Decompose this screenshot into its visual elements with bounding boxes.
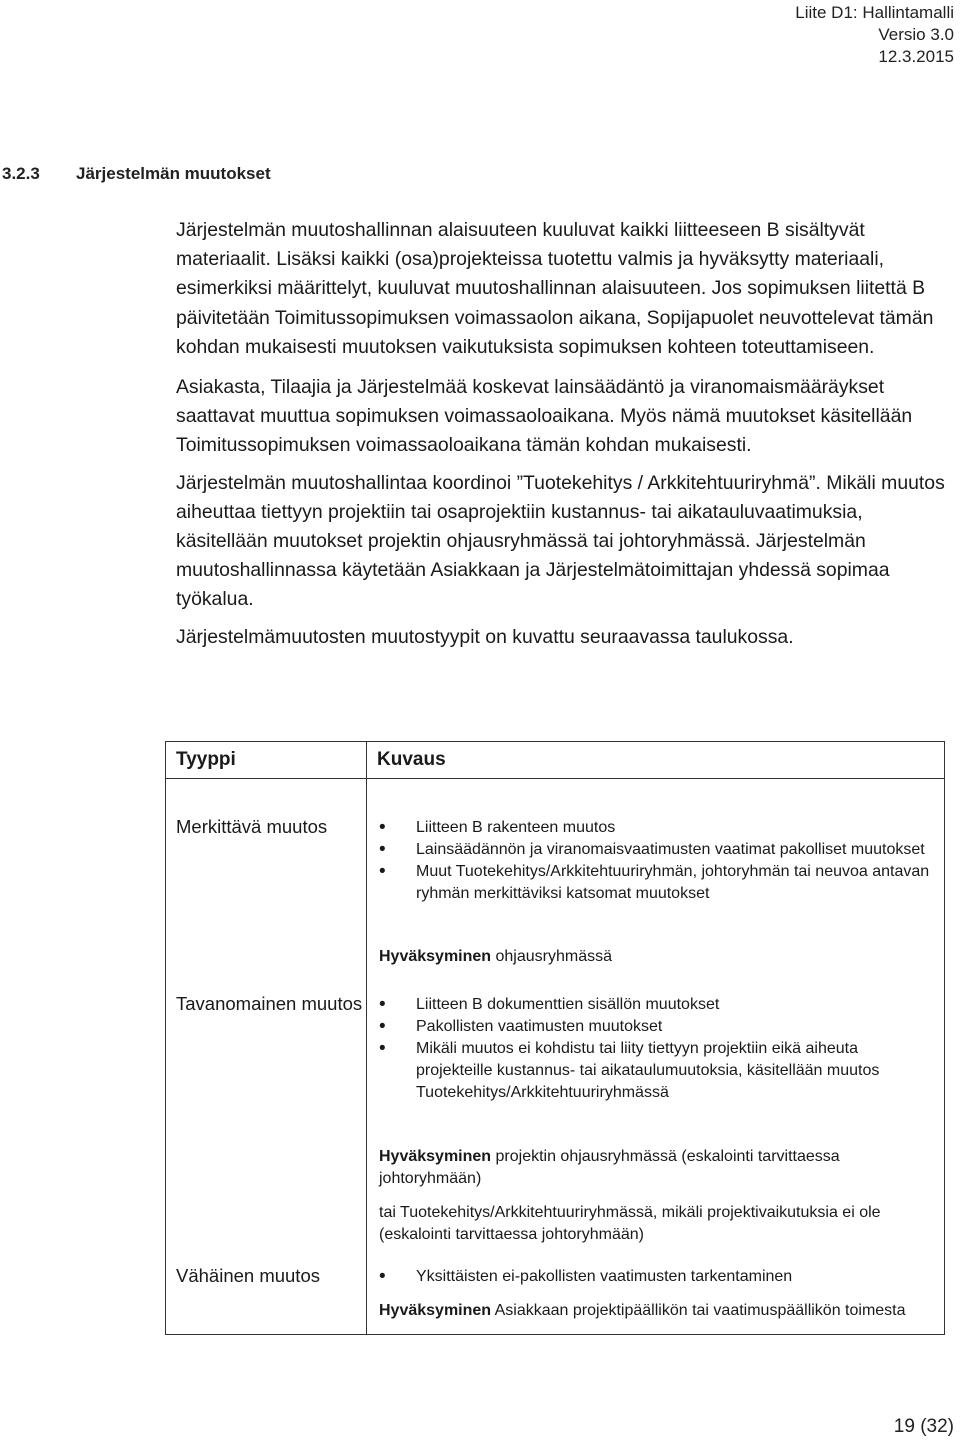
column-header-type: Tyyppi xyxy=(166,742,367,779)
list-item: • Liitteen B rakenteen muutos xyxy=(379,817,934,839)
table-row xyxy=(166,1246,945,1335)
approval-label: Hyväksyminen xyxy=(379,948,492,965)
header-version: Versio 3.0 xyxy=(878,25,954,44)
paragraph-scope: Järjestelmän muutoshallinnan alaisuuteen kuuluvat kaikki liitteeseen B sisältyvät materiaalit. Lisäksi kaikki (osa)projekteissa tuotettu valmis ja hyväksytty materiaali, esimerkiksi määrittelyt, kuuluvat muutoshallinnan alaisuuteen. Jos sopimuksen liitettä B päivitetään Toimitussopimuksen voimassaolon aikana, Sopijapuolet neuvottelevat tämän kohdan mukaisesti muutoksen vaikutuksista sopimuksen kohteen toteuttamiseen. xyxy=(176,219,934,358)
bullet-list xyxy=(379,817,934,905)
approval-label: Hyväksyminen xyxy=(379,1148,492,1165)
description-cell xyxy=(367,1246,945,1335)
description-cell xyxy=(367,968,945,1246)
list-item: • Lainsäädännön ja viranomaisvaatimusten vaatimat pakolliset muutokset xyxy=(379,839,934,861)
approval-text xyxy=(379,1300,934,1322)
description-cell xyxy=(367,779,945,969)
change-type-major: Merkittävä muutos xyxy=(166,779,367,969)
approval-body: Asiakkaan projektipäällikön tai vaatimuspäällikön toimesta xyxy=(491,1302,906,1319)
list-item: • Yksittäisten ei-pakollisten vaatimusten tarkentaminen xyxy=(379,1266,934,1288)
paragraph-coordination: Järjestelmän muutoshallintaa koordinoi ”Tuotekehitys / Arkkitehtuuriryhmä”. Mikäli muutos aiheuttaa tiettyyn projektiin tai osaprojektiin kustannus- tai aikatauluvaatimuksia, käsitellään muutokset projektin ohjausryhmässä tai johtoryhmässä. Järjestelmän muutoshallinnassa käytetään Asiakkaan ja Järjestelmätoimittajan yhdessä sopimaa työkalua. xyxy=(176,471,945,611)
change-type-minor: Vähäinen muutos xyxy=(166,1246,367,1335)
section-title: Järjestelmän muutokset xyxy=(76,164,271,183)
approval-extra-text: tai Tuotekehitys/Arkkitehtuuriryhmässä, mikäli projektivaikutuksia ei ole (eskalointi tarvittaessa johtoryhmään) xyxy=(379,1204,881,1243)
change-type-normal: Tavanomainen muutos xyxy=(166,968,367,1246)
bullet-list xyxy=(379,994,934,1104)
list-item: • Liitteen B dokumenttien sisällön muutokset xyxy=(379,994,934,1016)
paragraph-legislation: Asiakasta, Tilaajia ja Järjestelmää koskevat lainsäädäntö ja viranomaismääräykset saattavat muuttua sopimuksen voimassaoloaikana. Myös nämä muutokset käsitellään Toimitussopimuksen voimassaoloaikana tämän kohdan mukaisesti. xyxy=(176,376,913,457)
approval-text xyxy=(379,946,934,968)
table-row xyxy=(166,968,945,1246)
paragraph-table-intro: Järjestelmämuutosten muutostyypit on kuvattu seuraavassa taulukossa. xyxy=(176,625,794,648)
section-number: 3.2.3 xyxy=(2,164,40,183)
approval-body: ohjausryhmässä xyxy=(491,948,613,965)
header-document-name: Liite D1: Hallintamalli xyxy=(795,3,954,22)
page-number: 19 (32) xyxy=(893,1416,954,1437)
list-item: • Pakollisten vaatimusten muutokset xyxy=(379,1016,934,1038)
approval-text xyxy=(379,1146,934,1190)
body-text xyxy=(176,216,946,660)
bullet-list xyxy=(379,1266,934,1288)
column-header-description: Kuvaus xyxy=(367,742,945,779)
page-header xyxy=(795,2,954,68)
approval-body: projektin ohjausryhmässä (eskalointi tarvittaessa johtoryhmään) xyxy=(379,1148,840,1187)
change-types-table xyxy=(165,741,945,1335)
approval-label: Hyväksyminen xyxy=(379,1302,492,1319)
list-item: • Mikäli muutos ei kohdistu tai liity tiettyyn projektiin eikä aiheuta projekteille kustannus- tai aikataulumuutoksia, käsitellään muutos Tuotekehitys/Arkkitehtuuriryhmässä xyxy=(379,1038,934,1104)
table-header-row xyxy=(166,742,945,779)
header-date: 12.3.2015 xyxy=(878,47,954,66)
section-heading xyxy=(2,164,271,184)
table-row xyxy=(166,779,945,969)
list-item: • Muut Tuotekehitys/Arkkitehtuuriryhmän, johtoryhmän tai neuvoa antavan ryhmän merkittäviksi katsomat muutokset xyxy=(379,861,934,905)
